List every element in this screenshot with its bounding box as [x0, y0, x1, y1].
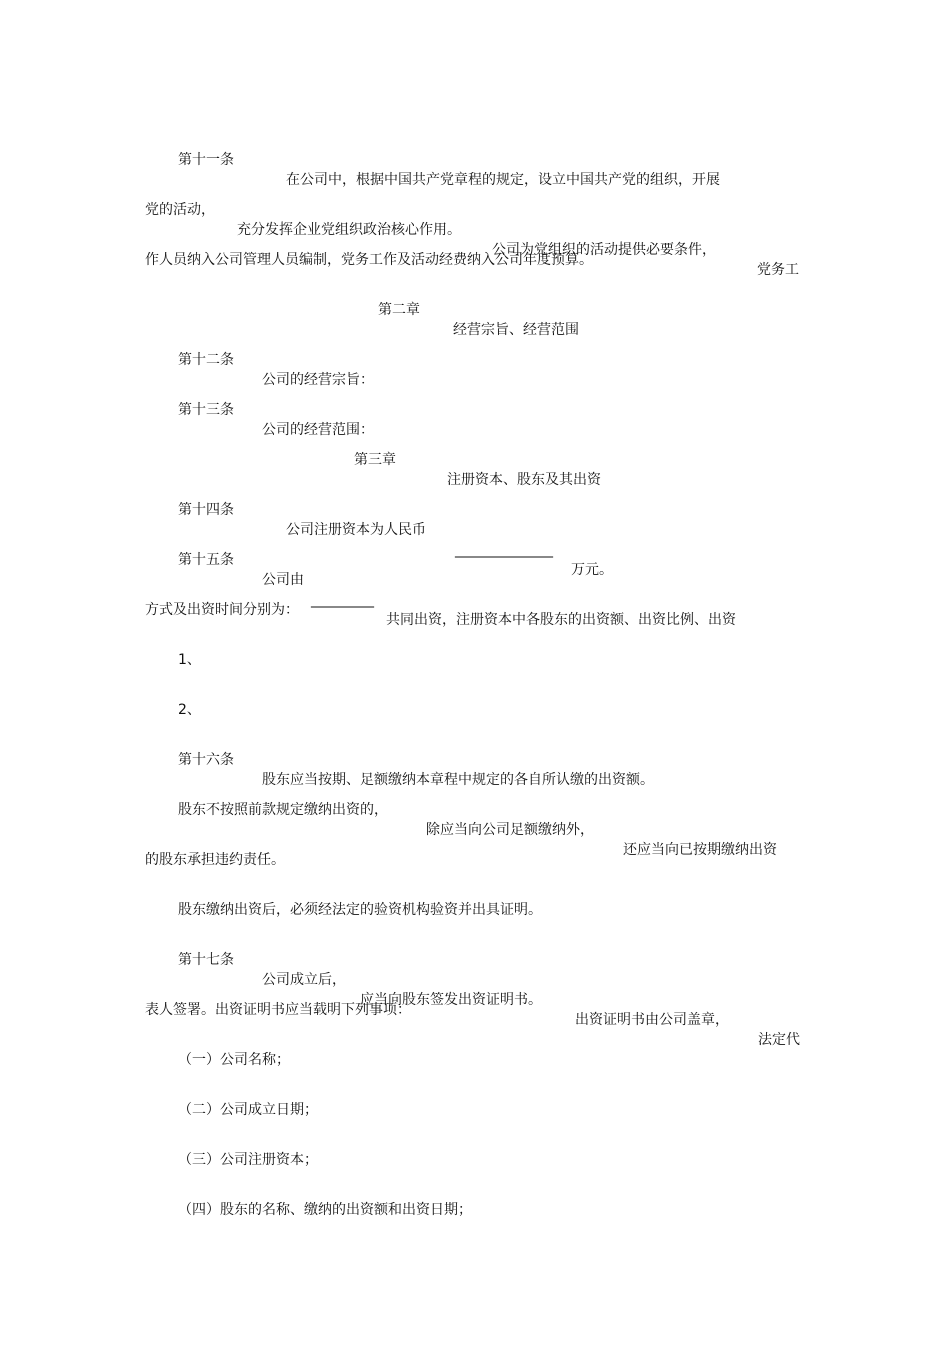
article-text: 公司注册资本为人民币	[286, 522, 426, 538]
text-segment: 法定代	[758, 1032, 800, 1048]
article-number: 第十五条	[178, 552, 234, 568]
article-text: 公司由	[262, 572, 304, 588]
chapter-title: 注册资本、股东及其出资	[447, 472, 601, 488]
article-number: 第十六条	[178, 752, 234, 768]
article-16-para-2-line-2	[145, 830, 285, 870]
fill-in-blank: _________	[311, 592, 374, 608]
text-segment: 公司成立后，	[262, 972, 346, 988]
text-segment: 股东缴纳出资后，必须经法定的验资机构验资并出具证明。	[178, 902, 542, 918]
list-item-text: （一）公司名称；	[178, 1052, 290, 1068]
list-item	[178, 1130, 318, 1170]
text-segment: 充分发挥企业党组织政治核心作用。	[237, 222, 461, 238]
article-number: 第十三条	[178, 402, 234, 418]
article-text: 在公司中，根据中国共产党章程的规定，设立中国共产党的组织，开展	[286, 172, 720, 188]
article-text: 公司的经营范围：	[262, 422, 374, 438]
text-segment: 作人员纳入公司管理人员编制，党务工作及活动经费纳入公司年度预算。	[145, 252, 593, 268]
text-segment: 出资证明书由公司盖章，	[575, 1012, 729, 1028]
chapter-3-heading	[354, 430, 601, 490]
text-segment: 党的活动，	[145, 202, 215, 218]
list-item-label: 2、	[178, 702, 201, 718]
article-text: 万元。	[571, 562, 613, 578]
text-segment: 还应当向已按期缴纳出资	[623, 842, 777, 858]
article-11-line-1	[178, 130, 720, 190]
list-item	[178, 1030, 290, 1070]
list-item	[178, 680, 201, 720]
article-text: 股东应当按期、足额缴纳本章程中规定的各自所认缴的出资额。	[262, 772, 654, 788]
list-item	[178, 1180, 472, 1220]
list-item-label: 1、	[178, 652, 201, 668]
article-number: 第十四条	[178, 502, 234, 518]
list-item-text: （三）公司注册资本；	[178, 1152, 318, 1168]
chapter-number: 第三章	[354, 452, 396, 468]
chapter-2-heading	[378, 280, 579, 340]
text-segment: 公司为党组织的活动提供必要条件，	[492, 242, 716, 258]
list-item	[178, 1080, 318, 1120]
article-15-line-2	[145, 580, 299, 620]
list-item	[178, 630, 201, 670]
article-text: 公司的经营宗旨：	[262, 372, 374, 388]
list-item-text: （二）公司成立日期；	[178, 1102, 318, 1118]
chapter-title: 经营宗旨、经营范围	[453, 322, 579, 338]
chapter-number: 第二章	[378, 302, 420, 318]
article-text: 共同出资，注册资本中各股东的出资额、出资比例、出资	[386, 612, 736, 628]
article-number: 第十一条	[178, 152, 234, 168]
text-segment: 应当向股东签发出资证明书。	[360, 992, 542, 1008]
text-segment: 股东不按照前款规定缴纳出资的，	[178, 802, 388, 818]
article-16-para-3	[178, 880, 542, 920]
article-number: 第十七条	[178, 952, 234, 968]
article-number: 第十二条	[178, 352, 234, 368]
list-item-text: （四）股东的名称、缴纳的出资额和出资日期；	[178, 1202, 472, 1218]
text-segment: 表人签署。出资证明书应当载明下列事项：	[145, 1002, 411, 1018]
text-segment: 方式及出资时间分别为：	[145, 602, 299, 618]
text-segment: 除应当向公司足额缴纳外，	[426, 822, 594, 838]
fill-in-blank: ______________	[455, 542, 553, 558]
text-segment: 的股东承担违约责任。	[145, 852, 285, 868]
text-segment: 党务工	[757, 262, 799, 278]
